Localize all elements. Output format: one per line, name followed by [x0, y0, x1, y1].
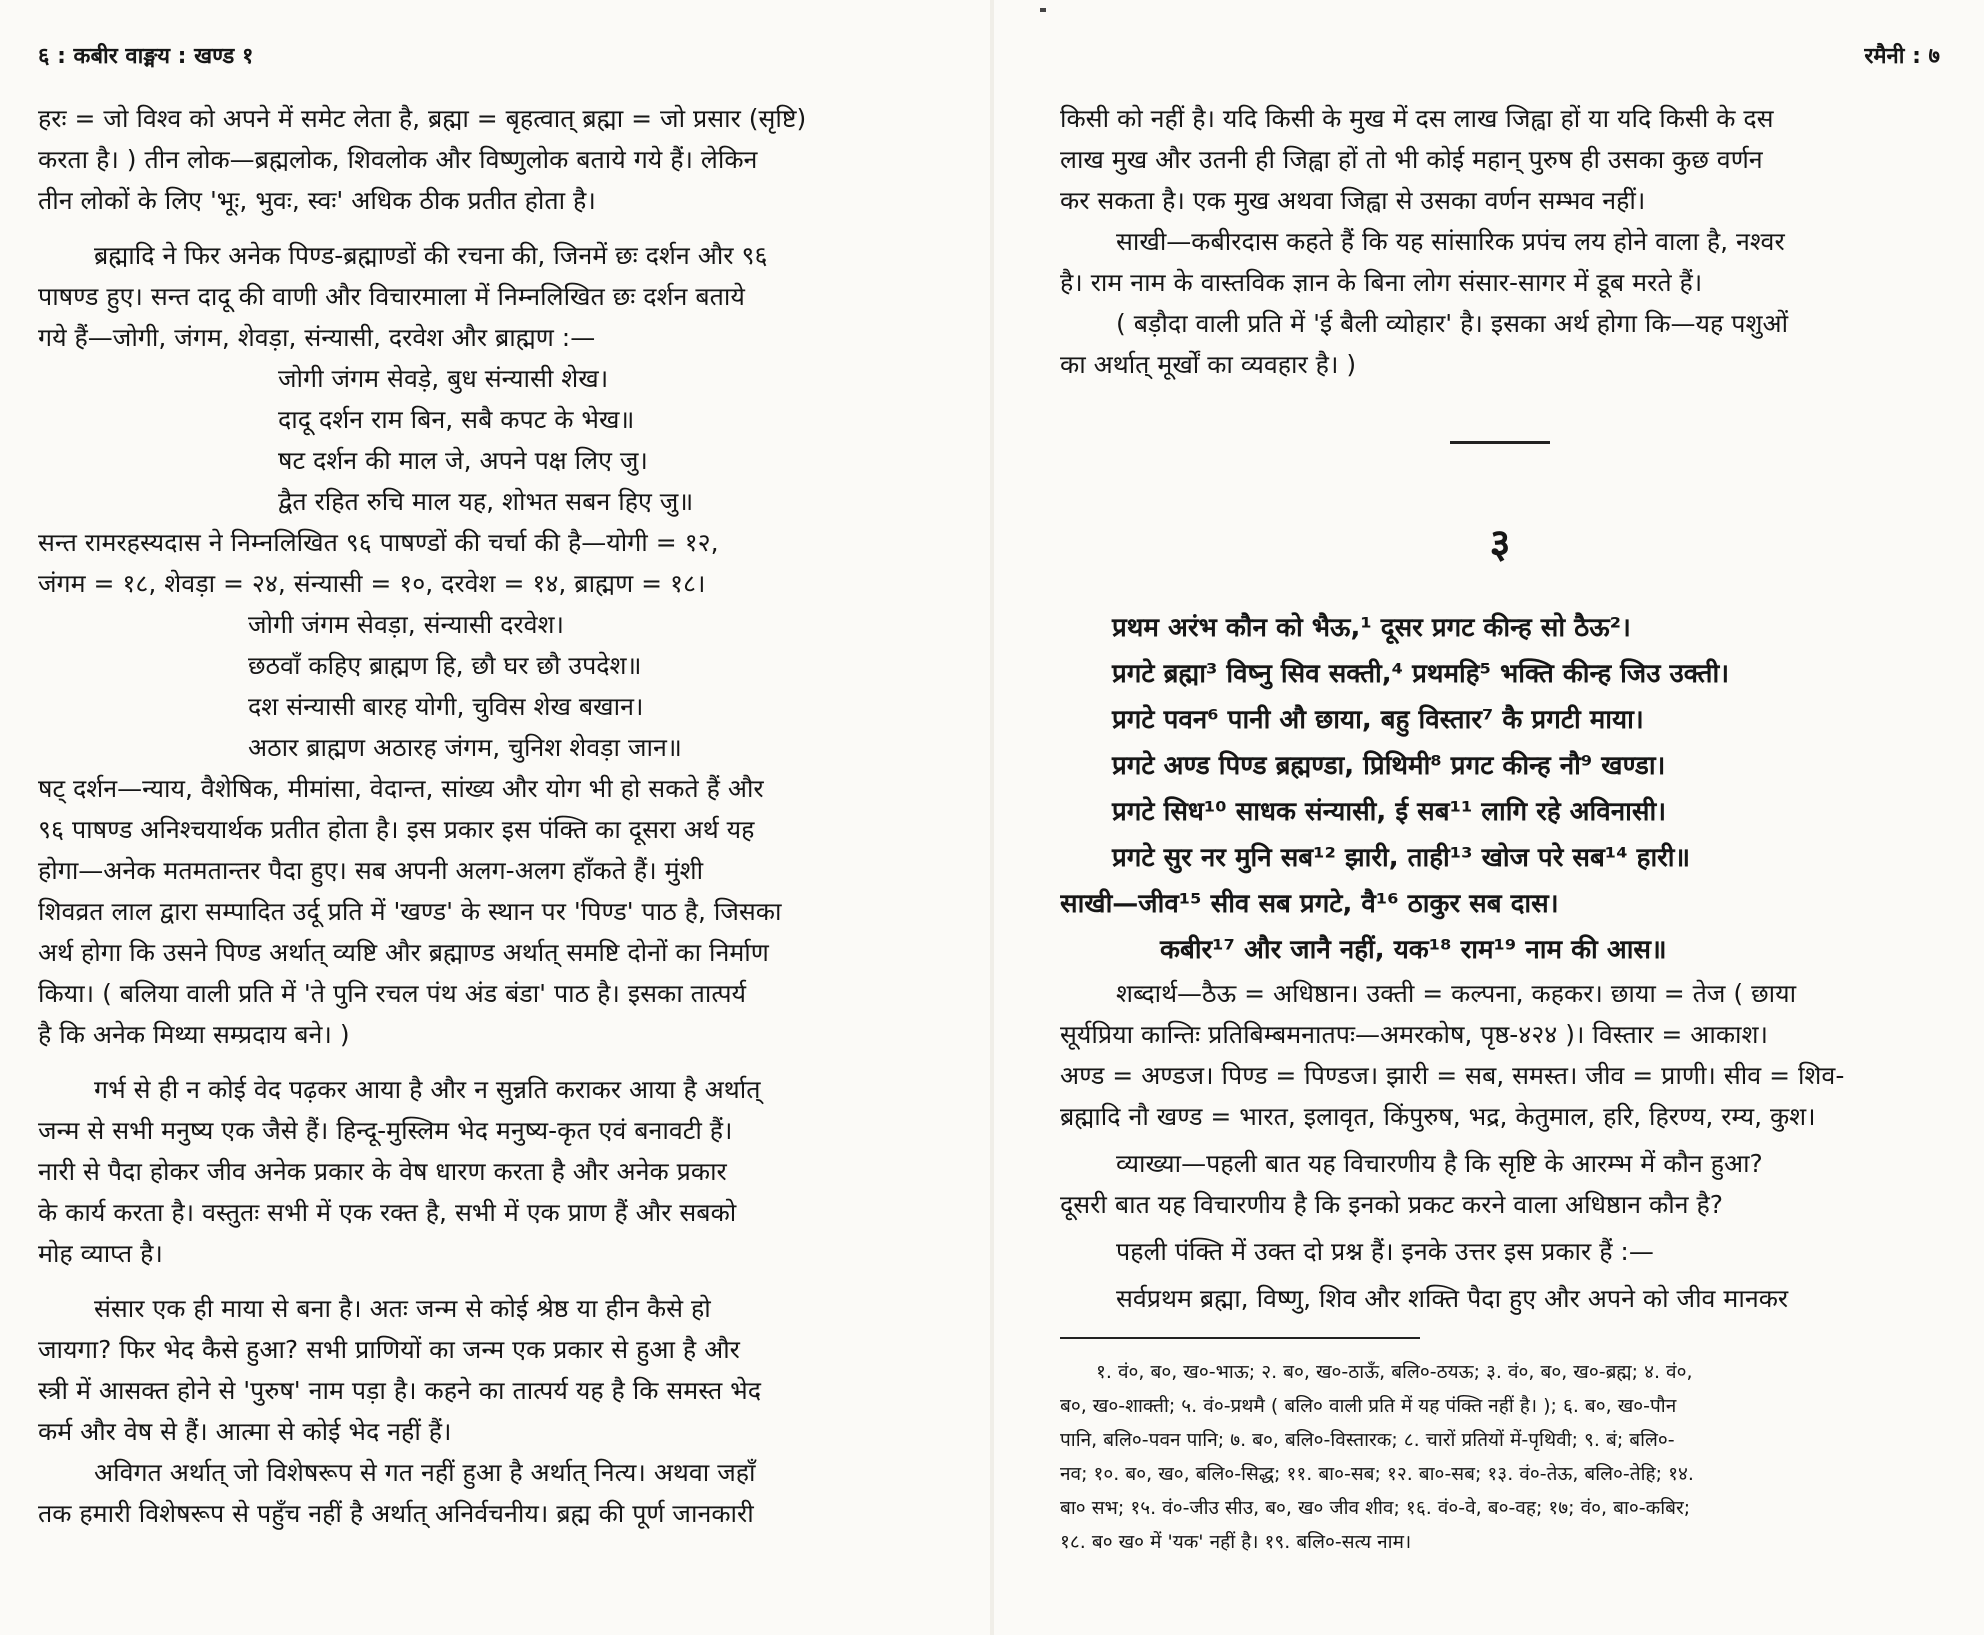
text-line: जायगा? फिर भेद कैसे हुआ? सभी प्राणियों का जन्म एक प्रकार से हुआ है और [38, 1335, 740, 1364]
text-line: पाषण्ड हुए। सन्त दादू की वाणी और विचारमाला में निम्नलिखित छः दर्शन बताये [38, 282, 745, 311]
verse-line: छठवाँ कहिए ब्राह्मण हि, छौ घर छौ उपदेश॥ [248, 651, 642, 680]
right-running-head: रमैनी : ७ [1864, 44, 1940, 69]
footnote-line: पानि, बलि०-पवन पानि; ७. ब०, बलि०-विस्तारक; ८. चारों प्रतियों में-पृथिवी; ९. बं; बलि०- [1060, 1429, 1675, 1451]
text-line: पहली पंक्ति में उक्त दो प्रश्न हैं। इनके उत्तर इस प्रकार हैं :— [1116, 1237, 1654, 1266]
left-paragraph-2 [38, 235, 938, 358]
footnote-rule [1060, 1337, 1420, 1339]
left-verse-1 [38, 358, 938, 522]
text-line: तक हमारी विशेषरूप से पहुँच नहीं है अर्थात् अनिर्वचनीय। ब्रह्म की पूर्ण जानकारी [38, 1499, 754, 1528]
text-line: जंगम = १८, शेवड़ा = २४, संन्यासी = १०, दरवेश = १४, ब्राह्मण = १८। [38, 569, 706, 598]
text-line: सर्वप्रथम ब्रह्मा, विष्णु, शिव और शक्ति पैदा हुए और अपने को जीव मानकर [1116, 1284, 1789, 1313]
vyakhya-paragraph [1060, 1143, 1940, 1225]
text-line: किसी को नहीं है। यदि किसी के मुख में दस लाख जिह्वा हों या यदि किसी के दस [1060, 104, 1774, 133]
verse-line: अठार ब्राह्मण अठारह जंगम, चुनिश शेवड़ा जान॥ [248, 733, 682, 762]
saakhi-line: साखी—जीव¹⁵ सीव सब प्रगटे, वै¹⁶ ठाकुर सब दास। [1060, 889, 1559, 919]
text-line: सन्त रामरहस्यदास ने निम्नलिखित ९६ पाषण्डों की चर्चा की है—योगी = १२, [38, 528, 719, 557]
text-line: ब्रह्मादि ने फिर अनेक पिण्ड-ब्रह्माण्डों की रचना की, जिनमें छः दर्शन और ९६ [94, 241, 768, 270]
left-paragraph-4 [38, 768, 938, 1055]
saakhi-couplet [1060, 881, 1940, 973]
verse-line: दश संन्यासी बारह योगी, चुविस शेख बखान। [248, 692, 644, 721]
section-divider [1450, 441, 1550, 444]
verse-line: प्रथम अरंभ कौन को भैऊ,¹ दूसर प्रगट कीन्ह सो ठैऊ²। [1112, 613, 1631, 643]
text-line: व्याख्या—पहली बात यह विचारणीय है कि सृष्टि के आरम्भ में कौन हुआ? [1116, 1149, 1763, 1178]
verse-line: जोगी जंगम सेवड़े, बुध संन्यासी शेख। [278, 364, 609, 393]
text-line: तीन लोकों के लिए 'भूः, भुवः, स्वः' अधिक ठीक प्रतीत होता है। [38, 186, 596, 215]
text-line: का अर्थात् मूर्खों का व्यवहार है। ) [1060, 350, 1357, 379]
text-line: स्त्री में आसक्त होने से 'पुरुष' नाम पड़ा है। कहने का तात्पर्य यह है कि समस्त भेद [38, 1376, 762, 1405]
text-line: के कार्य करता है। वस्तुतः सभी में एक रक्त है, सभी में एक प्राण हैं और सबको [38, 1198, 737, 1227]
text-line: संसार एक ही माया से बना है। अतः जन्म से कोई श्रेष्ठ या हीन कैसे हो [94, 1294, 711, 1323]
verse-line: प्रगटे अण्ड पिण्ड ब्रह्मण्डा, प्रिथिमी⁸ प्रगट कीन्ह नौ⁹ खण्डा। [1112, 751, 1666, 781]
footnote-line: बा० सभ; १५. वं०-जीउ सीउ, ब०, ख० जीव शीव; १६. वं०-वे, ब०-वह; १७; वं०, बा०-कबिर; [1060, 1497, 1691, 1519]
left-paragraph-7 [38, 1452, 938, 1534]
text-line: सूर्यप्रिया कान्तिः प्रतिबिम्बमनातपः—अमरकोष, पृष्ठ-४२४ )। विस्तार = आकाश। [1060, 1020, 1768, 1049]
text-line: जन्म से सभी मनुष्य एक जैसे हैं। हिन्दू-मुस्लिम भेद मनुष्य-कृत एवं बनावटी हैं। [38, 1116, 733, 1145]
text-line: शिवव्रत लाल द्वारा सम्पादित उर्दू प्रति में 'खण्ड' के स्थान पर 'पिण्ड' पाठ है, जिसका [38, 897, 782, 926]
left-paragraph-1 [38, 98, 938, 221]
footnote-line: नव; १०. ब०, ख०, बलि०-सिद्ध; ११. बा०-सब; १२. बा०-सब; १३. वं०-तेऊ, बलि०-तेहि; १४. [1060, 1463, 1694, 1485]
text-line: है। राम नाम के वास्तविक ज्ञान के बिना लोग संसार-सागर में डूब मरते हैं। [1060, 268, 1703, 297]
text-line: दूसरी बात यह विचारणीय है कि इनको प्रकट करने वाला अधिष्ठान कौन है? [1060, 1190, 1724, 1219]
text-line: लाख मुख और उतनी ही जिह्वा हों तो भी कोई महान् पुरुष ही उसका कुछ वर्णन [1060, 145, 1763, 174]
text-line: अण्ड = अण्डज। पिण्ड = पिण्डज। झारी = सब, समस्त। जीव = प्राणी। सीव = शिव- [1060, 1061, 1845, 1090]
text-line: गर्भ से ही न कोई वेद पढ़कर आया है और न सुन्नति कराकर आया है अर्थात् [94, 1075, 761, 1104]
footnotes [1060, 1355, 1940, 1559]
text-line: हरः = जो विश्व को अपने में समेट लेता है, ब्रह्मा = बृहत्वात् ब्रह्मा = जो प्रसार (सृष्टि) [38, 104, 807, 133]
text-line: करता है। ) तीन लोक—ब्रह्मलोक, शिवलोक और विष्णुलोक बताये गये हैं। लेकिन [38, 145, 758, 174]
verse-line: षट दर्शन की माल जे, अपने पक्ष लिए जु। [278, 446, 648, 475]
shabdarth-paragraph [1060, 973, 1940, 1137]
text-line: कर सकता है। एक मुख अथवा जिह्वा से उसका वर्णन सम्भव नहीं। [1060, 186, 1646, 215]
right-paragraph-2 [1060, 221, 1940, 303]
verse-line: जोगी जंगम सेवड़ा, संन्यासी दरवेश। [248, 610, 565, 639]
verse-line: प्रगटे पवन⁶ पानी औ छाया, बहु विस्तार⁷ कै प्रगटी माया। [1112, 705, 1644, 735]
footnote-line: १. वं०, ब०, ख०-भाऊ; २. ब०, ख०-ठाऊँ, बलि०-ठयऊ; ३. वं०, ब०, ख०-ब्रह्म; ४. वं०, [1096, 1361, 1693, 1383]
book-gutter [990, 0, 994, 1635]
chapter-number: ३ [1489, 521, 1511, 567]
right-page [1060, 40, 1940, 1600]
left-page [38, 40, 938, 1600]
right-paragraph-9 [1060, 1278, 1940, 1319]
text-line: अर्थ होगा कि उसने पिण्ड अर्थात् व्यष्टि और ब्रह्माण्ड अर्थात् समष्टि दोनों का निर्माण [38, 938, 769, 967]
ramaini-verse [1060, 605, 1940, 881]
right-paragraph-8 [1060, 1231, 1940, 1272]
right-paragraph-3 [1060, 303, 1940, 385]
text-line: किया। ( बलिया वाली प्रति में 'ते पुनि रचल पंथ अंड बंडा' पाठ है। इसका तात्पर्य [38, 979, 747, 1008]
text-line: शब्दार्थ—ठैऊ = अधिष्ठान। उक्ती = कल्पना, कहकर। छाया = तेज ( छाया [1116, 979, 1797, 1008]
left-paragraph-3 [38, 522, 938, 604]
left-verse-2 [38, 604, 938, 768]
text-line: साखी—कबीरदास कहते हैं कि यह सांसारिक प्रपंच लय होने वाला है, नश्वर [1116, 227, 1785, 256]
saakhi-line: कबीर¹⁷ और जानै नहीं, यक¹⁸ राम¹⁹ नाम की आस॥ [1160, 935, 1667, 965]
footnote-line: ब०, ख०-शाक्ती; ५. वं०-प्रथमै ( बलि० वाली प्रति में यह पंक्ति नहीं है। ); ६. ब०, ख०-पौन [1060, 1395, 1677, 1417]
text-line: अविगत अर्थात् जो विशेषरूप से गत नहीं हुआ है अर्थात् नित्य। अथवा जहाँ [94, 1458, 756, 1487]
text-line: होगा—अनेक मतमतान्तर पैदा हुए। सब अपनी अलग-अलग हाँकते हैं। मुंशी [38, 856, 704, 885]
text-line: षट् दर्शन—न्याय, वैशेषिक, मीमांसा, वेदान्त, सांख्य और योग भी हो सकते हैं और [38, 774, 764, 803]
verse-line: प्रगटे सुर नर मुनि सब¹² झारी, ताही¹³ खोज परे सब¹⁴ हारी॥ [1112, 843, 1691, 873]
verse-line: दादू दर्शन राम बिन, सबै कपट के भेख॥ [278, 405, 635, 434]
right-paragraph-1 [1060, 98, 1940, 221]
text-line: ( बड़ौदा वाली प्रति में 'ई बैली व्योहार' है। इसका अर्थ होगा कि—यह पशुओं [1116, 309, 1789, 338]
text-line: नारी से पैदा होकर जीव अनेक प्रकार के वेष धारण करता है और अनेक प्रकार [38, 1157, 727, 1186]
text-line: गये हैं—जोगी, जंगम, शेवड़ा, संन्यासी, दरवेश और ब्राह्मण :— [38, 323, 596, 352]
text-line: कर्म और वेष से हैं। आत्मा से कोई भेद नहीं हैं। [38, 1417, 452, 1446]
print-mark [1040, 8, 1046, 12]
text-line: ब्रह्मादि नौ खण्ड = भारत, इलावृत, किंपुरुष, भद्र, केतुमाल, हरि, हिरण्य, रम्य, कुश। [1060, 1102, 1816, 1131]
verse-line: प्रगटे सिध¹⁰ साधक संन्यासी, ई सब¹¹ लागि रहे अविनासी। [1112, 797, 1667, 827]
text-line: है कि अनेक मिथ्या सम्प्रदाय बने। ) [38, 1020, 350, 1049]
text-line: ९६ पाषण्ड अनिश्चयार्थक प्रतीत होता है। इस प्रकार इस पंक्ति का दूसरा अर्थ यह [38, 815, 755, 844]
verse-line: द्वैत रहित रुचि माल यह, शोभत सबन हिए जु॥ [278, 487, 694, 516]
left-paragraph-6 [38, 1288, 938, 1452]
left-paragraph-5 [38, 1069, 938, 1274]
left-running-head: ६ : कबीर वाङ्मय : खण्ड १ [38, 44, 254, 69]
footnote-line: १८. ब० ख० में 'यक' नहीं है। १९. बलि०-सत्य नाम। [1060, 1531, 1412, 1553]
text-line: मोह व्याप्त है। [38, 1239, 163, 1268]
verse-line: प्रगटे ब्रह्मा³ विष्नु सिव सक्ती,⁴ प्रथमहि⁵ भक्ति कीन्ह जिउ उक्ती। [1112, 659, 1730, 689]
